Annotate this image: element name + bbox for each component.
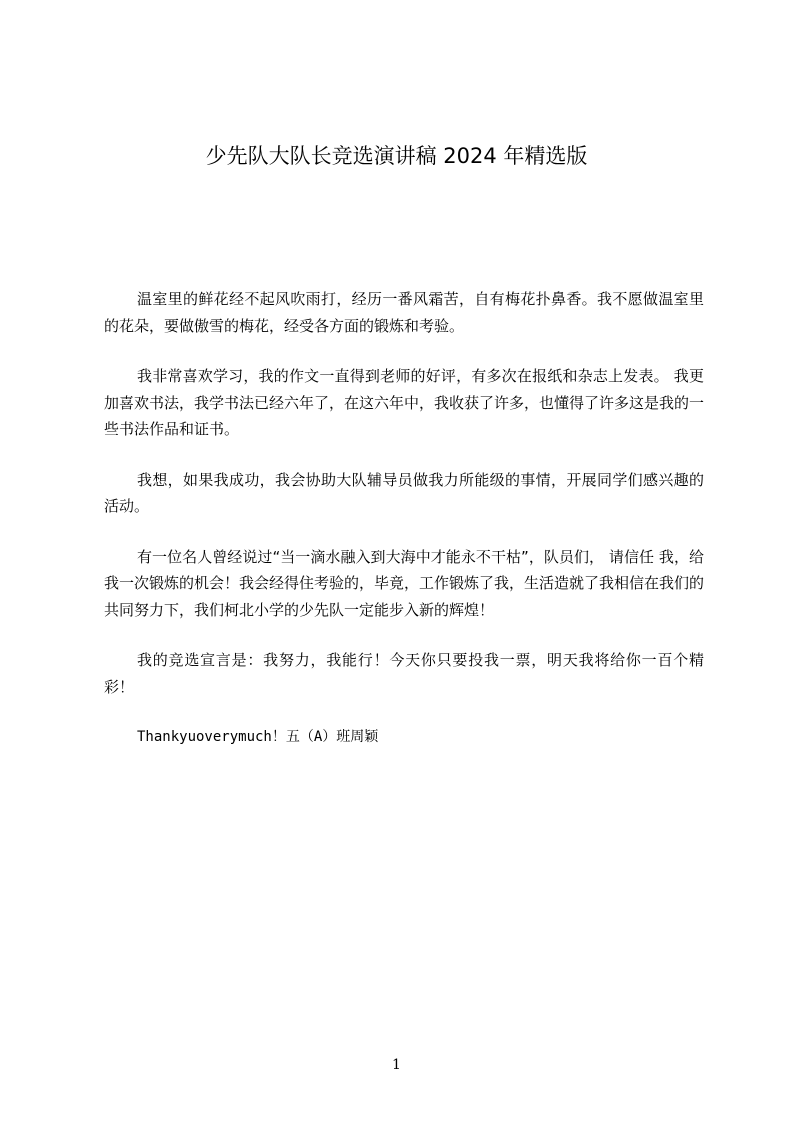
page-number: 1 bbox=[392, 1057, 401, 1073]
closing-line: Thankyuoverymuch！五（A）班周颖 bbox=[137, 729, 379, 745]
paragraph-4: 有一位名人曾经说过“当一滴水融入到大海中才能永不干枯”，队员们， 请信任 我，给我一次锻炼的机会！我会经得住考验的，毕竟，工作锻炼了我，生活造就了我相信在我们的共同努力下，我们柯北小学的少先队一定能步入新的辉煌！ bbox=[104, 547, 705, 619]
paragraph-5: 我的竞选宣言是：我努力，我能行！今天你只要投我一票，明天我将给你一百个精彩！ bbox=[104, 651, 704, 696]
paragraph-2: 我非常喜欢学习，我的作文一直得到老师的好评，有多次在报纸和杂志上发表。 我更加喜欢书法，我学书法已经六年了，在这六年中，我收获了许多，也懂得了许多这是我的一些书法作品和证书。 bbox=[104, 367, 705, 438]
page-title: 少先队大队长竞选演讲稿 2024 年精选版 bbox=[205, 144, 588, 168]
paragraph-1: 温室里的鲜花经不起风吹雨打，经历一番风霜苦，自有梅花扑鼻香。我不愿做温室里的花朵，要做傲雪的梅花，经受各方面的锻炼和考验。 bbox=[104, 290, 704, 335]
document-body bbox=[104, 286, 704, 750]
paragraph-3: 我想，如果我成功，我会协助大队辅导员做我力所能级的事情，开展同学们感兴趣的活动。 bbox=[104, 470, 704, 515]
